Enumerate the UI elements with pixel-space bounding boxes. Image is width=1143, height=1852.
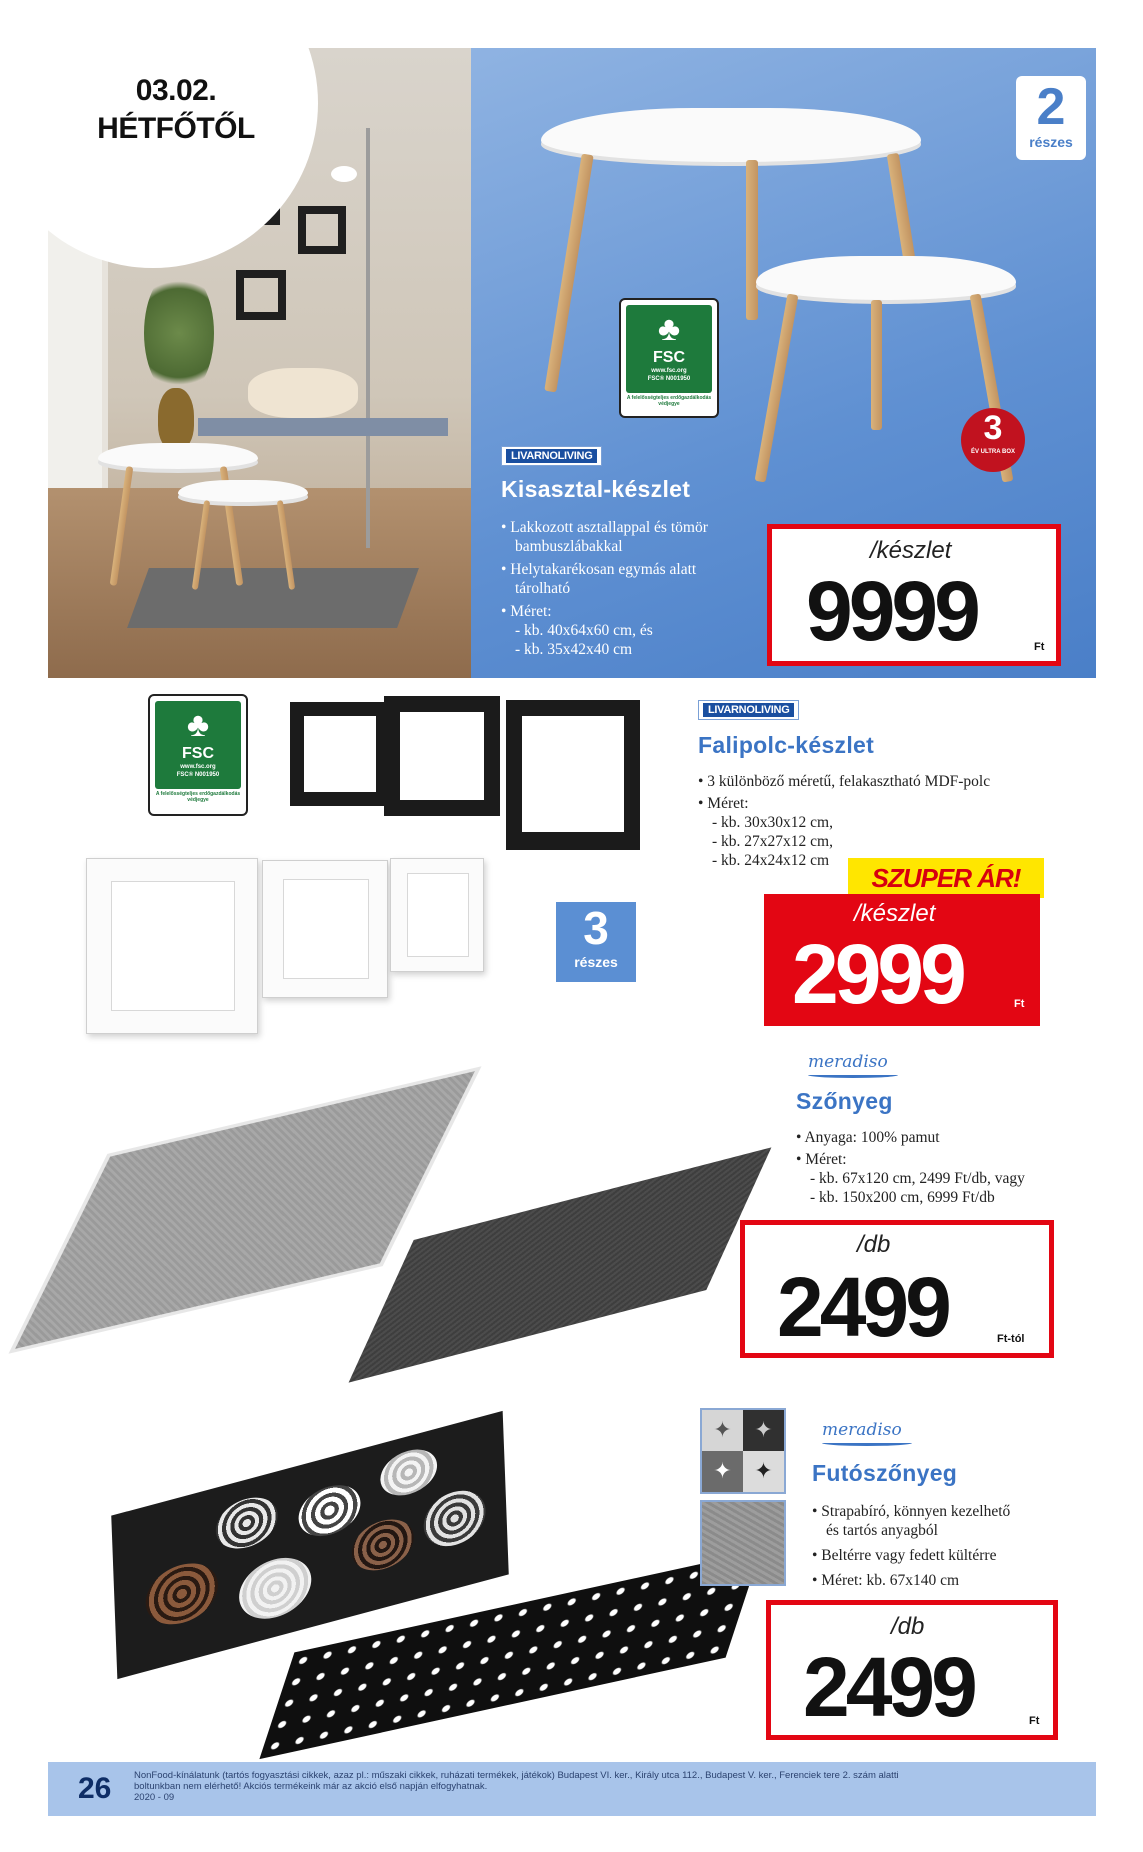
price-unit: /készlet [870, 537, 952, 564]
bullet: • Strapabíró, könnyen kezelhető [812, 1503, 1011, 1520]
parts-badge-number: 2 [1036, 78, 1066, 136]
price-box [740, 1220, 1054, 1358]
warranty-badge [961, 408, 1025, 472]
floor-lamp [366, 128, 370, 548]
bullet: • Méret: [501, 603, 552, 620]
fsc-logo [619, 298, 719, 418]
product-bullets [796, 1128, 1096, 1207]
warranty-number: 3 [983, 409, 1003, 447]
footer-notice [134, 1770, 1084, 1803]
brand-label: meradiso [808, 1052, 888, 1072]
livarno-living-logo [501, 446, 602, 466]
logo-wave [808, 1072, 898, 1078]
shelf-set-section [0, 680, 1143, 1040]
parts-badge-label: részes [574, 954, 618, 970]
bullet: • Méret: kb. 67x140 cm [812, 1572, 960, 1589]
bullet: és tartós anyagból [826, 1522, 938, 1539]
meradiso-logo [808, 1052, 908, 1078]
product-bullets [812, 1502, 1102, 1590]
product-title: Kisasztal-készlet [501, 476, 691, 502]
promo-date [76, 72, 276, 148]
wall-shelf-3 [236, 270, 286, 320]
fsc-code: FSC® N001950 [176, 772, 220, 778]
product-bullets [501, 518, 741, 659]
price-currency: Ft [1034, 641, 1045, 653]
plant [144, 268, 214, 398]
promo-date-line2: HÉTFŐTŐL [97, 112, 255, 145]
price-currency: Ft [1014, 998, 1025, 1010]
promo-date-line1: 03.02. [135, 74, 217, 107]
star-pattern-swatch [700, 1408, 786, 1494]
scene-table-large [98, 443, 258, 469]
bullet: • Anyaga: 100% pamut [796, 1129, 940, 1146]
dark-shelf-small [290, 702, 390, 806]
price-currency: Ft [1029, 1715, 1040, 1727]
wall-shelf-2 [298, 206, 346, 254]
fsc-url: www.fsc.org [651, 368, 687, 374]
table-product-panel [471, 48, 1096, 678]
product-title: Futószőnyeg [812, 1460, 958, 1486]
parts-badge-number: 3 [583, 902, 609, 954]
table-leg [746, 160, 758, 320]
parts-badge [1016, 76, 1086, 160]
bullet: • Helytakarékosan egymás alatt [501, 561, 697, 578]
price-value: 9999 [806, 564, 977, 658]
bullet: • 3 különböző méretű, felakasztható MDF-polc [698, 773, 991, 790]
price-currency: Ft-tól [997, 1333, 1025, 1345]
interior-scene-image [48, 48, 471, 678]
bullet: - kb. 35x42x40 cm [515, 641, 633, 658]
bullet: • Méret: [698, 795, 749, 812]
product-table-large [541, 108, 921, 162]
brand-label: LIVARNOLIVING [506, 449, 597, 463]
bullet: - kb. 67x120 cm, 2499 Ft/db, vagy [810, 1170, 1025, 1187]
fsc-name: FSC [653, 349, 685, 366]
star-icon: ✦ [702, 1410, 743, 1451]
super-price-label: SZUPER ÁR! [848, 858, 1044, 898]
fsc-tree-icon: ♣ [657, 310, 681, 348]
table-leg [544, 154, 593, 393]
bullet: - kb. 27x27x12 cm, [712, 833, 833, 850]
fsc-tree-icon: ♣ [186, 706, 210, 744]
logo-wave [822, 1440, 912, 1446]
bullet: - kb. 150x200 cm, 6999 Ft/db [810, 1189, 995, 1206]
footer-text: boltunkban nem elérhető! Akciós termékeink már az akció első napján elfogyhatnak. [134, 1781, 488, 1792]
runner-section [0, 1400, 1143, 1760]
footer-text: 2020 - 09 [134, 1792, 175, 1803]
price-unit: /db [891, 1613, 925, 1640]
floor-mat [127, 568, 419, 628]
white-shelf-medium [262, 860, 388, 998]
star-icon: ✦ [743, 1451, 784, 1492]
price-value: 2999 [792, 927, 963, 1021]
table-set-section [48, 48, 1096, 678]
price-box [766, 1600, 1058, 1740]
white-shelf-small [390, 858, 484, 972]
page-number: 26 [78, 1772, 112, 1805]
star-icon: ✦ [702, 1451, 743, 1492]
bullet: • Méret: [796, 1151, 847, 1168]
white-shelf-large [86, 858, 258, 1034]
footer-text: NonFood-kínálatunk (tartós fogyasztási cikkek, azaz pl.: műszaki cikkek, ruházati termékek, játékok) Budapest VI. ker., Király utca 112., Budapest V. ker., Ferenciek tere 2. szám alatti [134, 1770, 899, 1781]
fsc-caption: A felelősségteljes erdőgazdálkodás védjegye [626, 395, 712, 407]
product-bullets [698, 772, 1088, 870]
bullet: - kb. 24x24x12 cm [712, 852, 830, 869]
dark-shelf-large [506, 700, 640, 850]
scene-table-small [178, 480, 308, 502]
lamp-bulb [331, 166, 357, 182]
bullet: tárolható [515, 580, 571, 597]
page-footer [48, 1762, 1096, 1816]
gray-pattern-swatch [700, 1500, 786, 1586]
bench [198, 418, 448, 436]
dark-shelf-medium [384, 696, 500, 816]
cushion [248, 368, 358, 418]
warranty-text: ÉV ULTRA BOX [970, 449, 1015, 455]
price-value: 2499 [777, 1260, 948, 1354]
bullet: • Lakkozott asztallappal és tömör [501, 519, 708, 536]
meradiso-logo [822, 1420, 922, 1446]
fsc-url: www.fsc.org [180, 764, 216, 770]
price-unit: /db [857, 1231, 891, 1258]
star-icon: ✦ [743, 1410, 784, 1451]
price-unit: /készlet [854, 900, 936, 927]
table-leg [871, 300, 882, 430]
livarno-living-logo [698, 700, 799, 720]
brand-label: meradiso [822, 1420, 902, 1440]
price-value: 2499 [803, 1640, 974, 1734]
fsc-logo [148, 694, 248, 816]
bullet: bambuszlábakkal [515, 538, 623, 555]
parts-badge [556, 902, 636, 982]
bullet: • Beltérre vagy fedett kültérre [812, 1547, 997, 1564]
price-box [767, 524, 1061, 666]
fsc-code: FSC® N001950 [647, 376, 691, 382]
bullet: - kb. 30x30x12 cm, [712, 814, 833, 831]
price-box [764, 894, 1040, 1026]
product-title: Falipolc-készlet [698, 732, 875, 758]
rug-section [0, 1040, 1143, 1410]
fsc-name: FSC [182, 745, 214, 762]
fsc-caption: A felelősségteljes erdőgazdálkodás védjegye [155, 791, 241, 803]
bullet: - kb. 40x64x60 cm, és [515, 622, 653, 639]
brand-label: LIVARNOLIVING [703, 703, 794, 717]
table-leg [755, 293, 799, 482]
product-title: Szőnyeg [796, 1088, 893, 1114]
parts-badge-label: részes [1029, 134, 1073, 150]
